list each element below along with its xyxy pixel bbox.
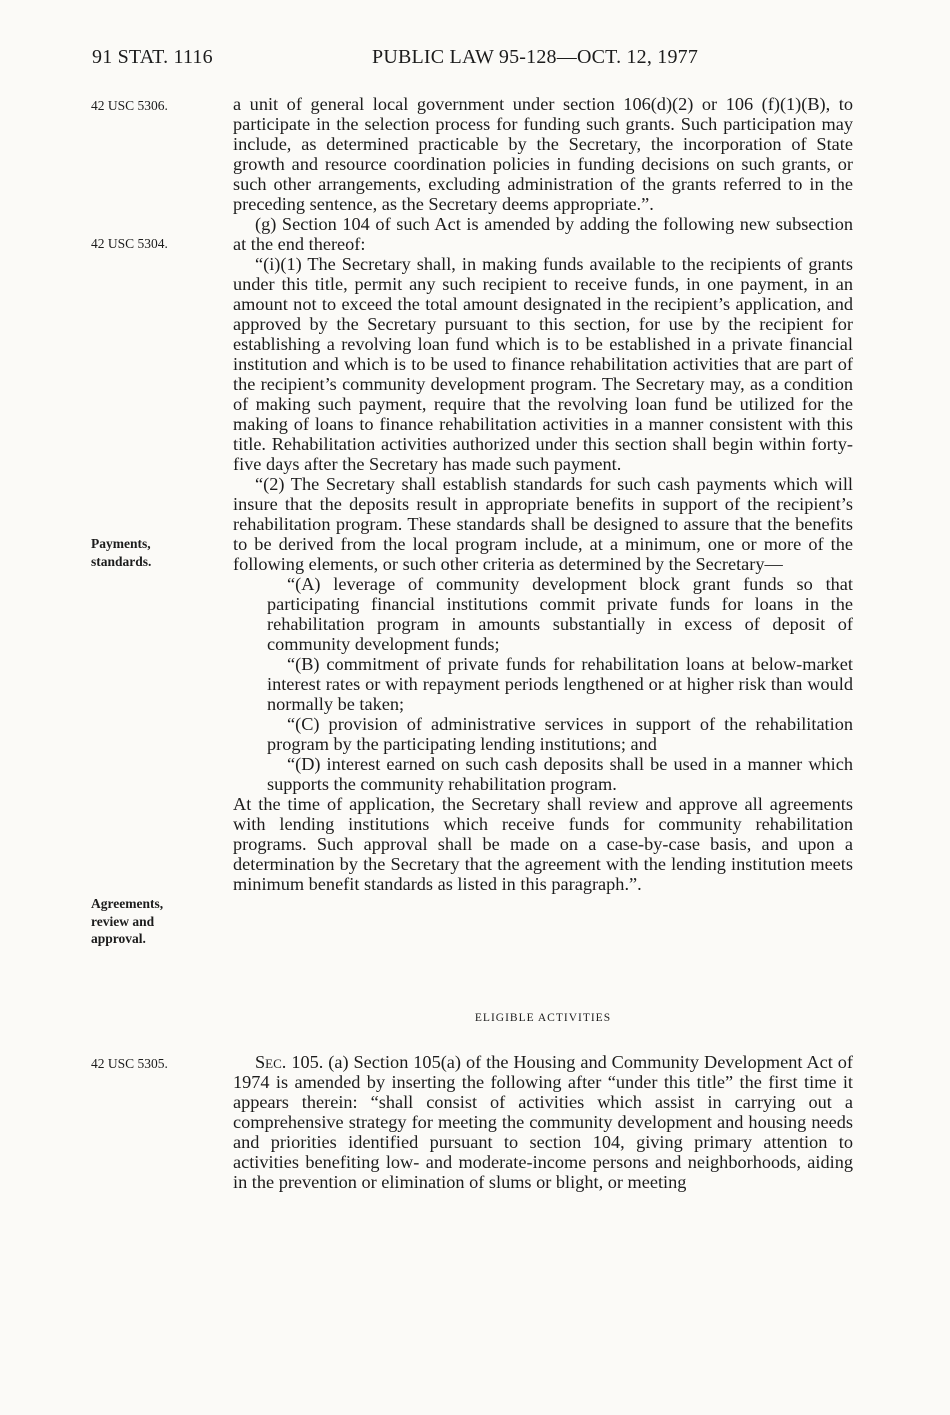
section-text: 105. (a) Section 105(a) of the Housing and Community Development Act of 1974 is amended by inserting the following after “under this title” the first time it appears therein: “shall consist of activities which assist in carrying out a comprehensive strategy for meeting the community development and housing needs and priorities identified pursuant to section 104, giving primary attention to activities benefiting low- and moderate-income persons and neighborhoods, aiding in the prevention or elimination of slums or blight, or meeting (233, 1052, 853, 1192)
margin-note-5306: 42 USC 5306. (91, 98, 168, 113)
margin-note-line: standards. (91, 553, 152, 569)
margin-note-line: review and (91, 913, 155, 929)
paragraph-continuation: a unit of general local government under section 106(d)(2) or 106 (f)(1)(B), to participate in the selection process for funding such grants. Such participation may include, as determined practicable by the Secretary, the incorporation of State growth and resource coordination policies in funding decisions on such grants, or such other arrangements, excluding administration of the grants referred to in the preceding sentence, as the Secretary deems appropriate.”. (233, 94, 853, 214)
section-label: Sec. (255, 1052, 287, 1072)
margin-note-5304: 42 USC 5304. (91, 236, 168, 251)
margin-note-line: Agreements, (91, 896, 164, 911)
body-text-block-2 (233, 1052, 853, 1192)
clause-d: “(D) interest earned on such cash deposits shall be used in a manner which supports the community rehabilitation program. (267, 754, 853, 794)
section-heading: ELIGIBLE ACTIVITIES (474, 1012, 612, 1024)
body-text-block (233, 94, 853, 894)
margin-note-line: Payments, (91, 536, 151, 551)
margin-note-5305: 42 USC 5305. (91, 1056, 168, 1071)
paragraph-sec-105 (233, 1052, 853, 1192)
running-header: PUBLIC LAW 95-128—OCT. 12, 1977 (372, 46, 699, 68)
clause-a: “(A) leverage of community development block grant funds so that participating financial institutions commit private funds for loans in the rehabilitation program in amounts substantially in excess of deposit of community development funds; (267, 574, 853, 654)
clause-b: “(B) commitment of private funds for rehabilitation loans at below-market interest rates or with repayment periods lengthened or at higher risk than would normally be taken; (267, 654, 853, 714)
paragraph-amendment-g: (g) Section 104 of such Act is amended by adding the following new subsection at the end thereof: (233, 214, 853, 254)
clause-c: “(C) provision of administrative services in support of the rehabilitation program by the participating lending institutions; and (267, 714, 853, 754)
margin-note-payments-standards (91, 535, 151, 570)
paragraph-2: “(2) The Secretary shall establish standards for such cash payments which will insure that the deposits result in appropriate benefits in support of the recipient’s rehabilitation program. These standards shall be designed to assure that the benefits to be derived from the local program include, at a minimum, one or more of the following elements, or such other criteria as determined by the Secretary— (233, 474, 853, 574)
margin-note-agreements (91, 895, 163, 948)
paragraph-approval: At the time of application, the Secretary shall review and approve all agreements with lending institutions which receive funds for community rehabilitation programs. Such approval shall be made on a case-by-case basis, and upon a determination by the Secretary that the agreement with the lending institution meets minimum benefit standards as listed in this paragraph.”. (233, 794, 853, 894)
paragraph-i-1: “(i)(1) The Secretary shall, in making funds available to the recipients of grants under this title, permit any such recipient to receive funds, in one payment, in an amount not to exceed the total amount designated in the recipient’s application, and approved by the Secretary pursuant to this section, for use by the recipient for establishing a revolving loan fund which is to be established in a private financial institution and which is to be used to finance rehabilitation activities that are part of the recipient’s community development program. The Secretary may, as a condition of making such payment, require that the revolving loan fund be utilized for the making of loans to finance rehabilitation activities in a manner consistent with this title. Rehabilitation activities authorized under this section shall begin within forty-five days after the Secretary has made such payment. (233, 254, 853, 474)
margin-note-line: approval. (91, 931, 146, 946)
page-number-header: 91 STAT. 1116 (92, 46, 213, 68)
